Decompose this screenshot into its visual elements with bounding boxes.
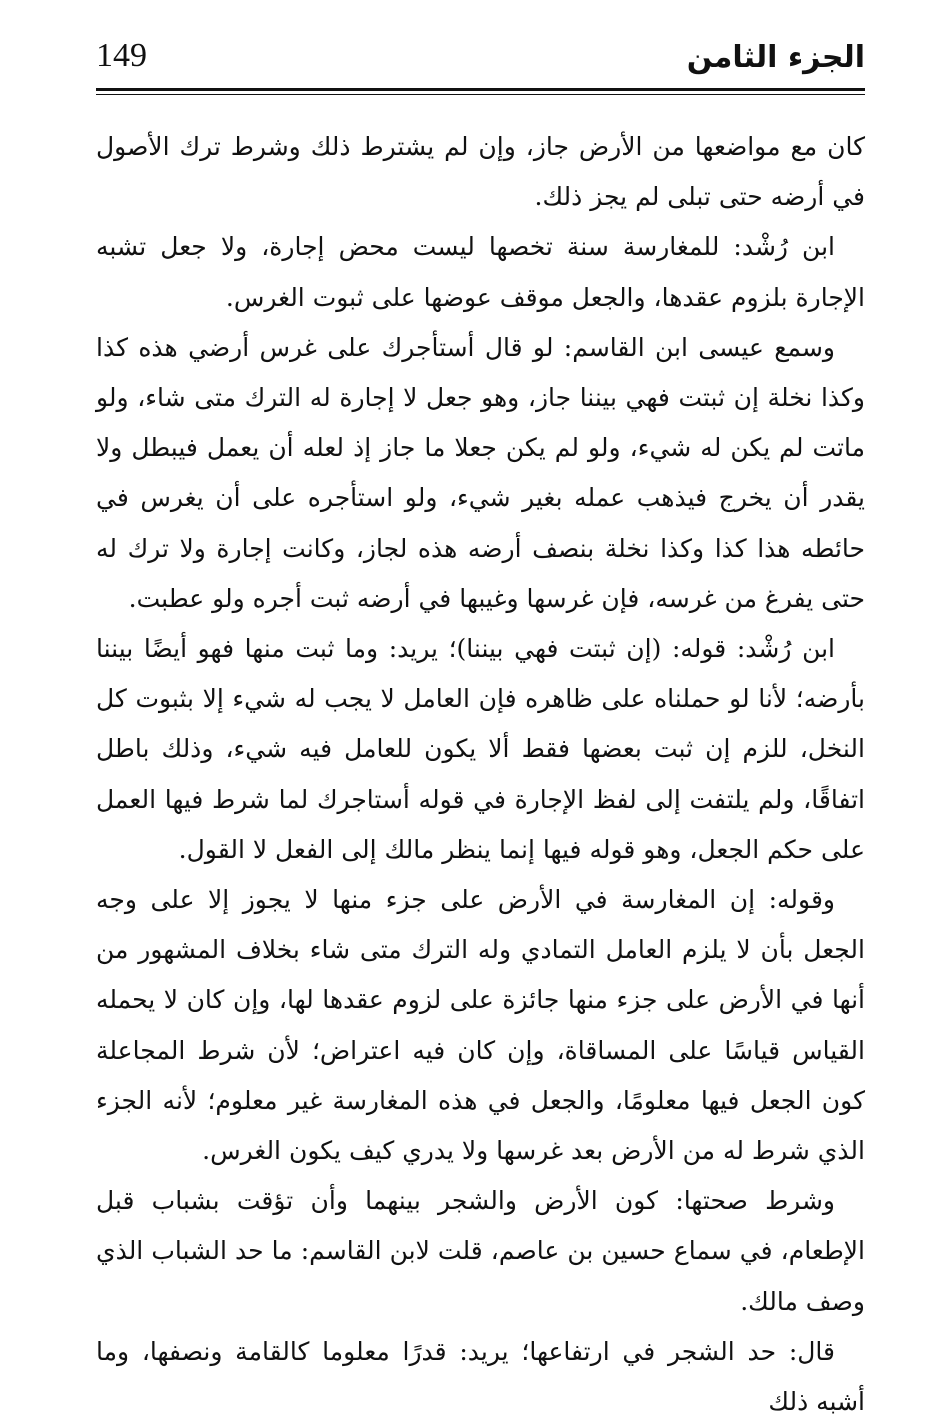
paragraph-3: وسمع عيسى ابن القاسم: لو قال أستأجرك على غرس أرضي هذه كذا وكذا نخلة إن ثبتت فهي بيننا جاز، وهو جعل لا إجارة له الترك متى شاء، ولو ماتت لم يكن له شيء، ولو لم يكن جعلا ما جاز إذ لعله أن يعمل فيبطل ولا يقدر أن يخرج فيذهب عمله بغير شيء، ولو استأجره على أن يغرس في حائطه هذا كذا وكذا نخلة بنصف أرضه هذه لجاز، وكانت إجارة ولا ترك له حتى يفرغ من غرسه، فإن غرسها وغيبها في أرضه ثبت أجره ولو عطبت. [96,332,865,613]
paragraph-2: ابن رُشْد: للمغارسة سنة تخصها ليست محض إجارة، ولا جعل تشبه الإجارة بلزوم عقدها، والجعل موقف عوضها على ثبوت الغرس. [96,232,865,312]
header-rule [96,88,865,91]
header-rule-thin [96,94,865,95]
paragraph-6: وشرط صحتها: كون الأرض والشجر بينهما وأن تؤقت بشباب قبل الإطعام، في سماع حسين بن عاصم، قلت لابن القاسم: ما حد الشباب الذي وصف مالك. [96,1186,865,1316]
running-title: الجزء الثامن [686,40,865,75]
paragraph-7: قال: حد الشجر في ارتفاعها؛ يريد: قدرًا معلوما كالقامة ونصفها، وما أشبه ذلك [96,1336,865,1417]
paragraph-1: كان مع مواضعها من الأرض جاز، وإن لم يشترط ذلك وشرط ترك الأصول في أرضه حتى تبلى لم يجز ذلك. [96,132,865,212]
page-header [96,34,865,84]
page-number: 149 [96,37,147,74]
paragraph-5: وقوله: إن المغارسة في الأرض على جزء منها لا يجوز إلا على وجه الجعل بأن لا يلزم العامل التمادي وله الترك متى شاء بخلاف المشهور من أنها في الأرض على جزء منها جائزة على لزوم عقدها لها، وإن كان لا يحمله القياس قياسًا على المساقاة، وإن كان فيه اعتراض؛ لأن شرط المجاعلة كون الجعل فيها معلومًا، والجعل في هذه المغارسة غير معلوم؛ لأنه الجزء الذي شرط له من الأرض بعد غرسها ولا يدري كيف يكون الغرس. [96,885,865,1166]
page-body [96,122,865,1417]
paragraph-4: ابن رُشْد: قوله: (إن ثبتت فهي بيننا)؛ يريد: وما ثبت منها فهو أيضًا بيننا بأرضه؛ لأنا لو حملناه على ظاهره فإن العامل لا يجب له شيء إلا بثبوت كل النخل، للزم إن ثبت بعضها فقط ألا يكون للعامل فيه شيء، وذلك باطل اتفاقًا، ولم يلتفت إلى لفظ الإجارة في قوله أستاجرك لما شرط فيها العمل على حكم الجعل، وهو قوله فيها إنما ينظر مالك إلى الفعل لا القول. [96,634,865,864]
